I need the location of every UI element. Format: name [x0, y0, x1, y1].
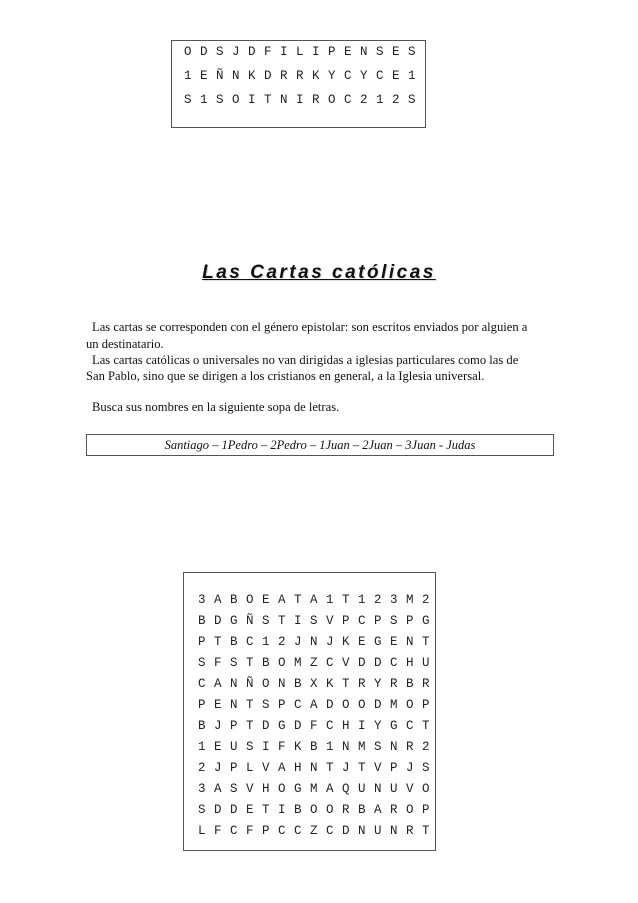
word-search-row: C A N Ñ O N B X K T R Y R B R — [198, 677, 431, 691]
top-puzzle-row: 1 E Ñ N K D R R K Y C Y C E 1 — [184, 69, 417, 83]
top-puzzle-row: S 1 S O I T N I R O C 2 1 2 S — [184, 93, 417, 107]
word-search-row: B D G Ñ S T I S V P C P S P G — [198, 614, 431, 628]
word-search-row: P E N T S P C A D O O D M O P — [198, 698, 431, 712]
page-title: Las Cartas católicas — [202, 262, 436, 283]
intro-line: San Pablo, sino que se dirigen a los cristianos en general, a la Iglesia universal. — [86, 369, 485, 383]
names-list-box — [86, 434, 554, 456]
word-search-row: S D D E T I B O O R B A R O P — [198, 803, 431, 817]
top-letter-puzzle — [171, 40, 426, 128]
names-list: Santiago – 1Pedro – 2Pedro – 1Juan – 2Juan – 3Juan - Judas — [164, 438, 476, 452]
word-search-grid — [183, 572, 436, 851]
word-search-row: L F C F P C C Z C D N U N R T — [198, 824, 431, 838]
intro-line: un destinatario. — [86, 337, 164, 351]
word-search-row: 1 E U S I F K B 1 N M S N R 2 — [198, 740, 431, 754]
word-search-row: B J P T D G D F C H I Y G C T — [198, 719, 431, 733]
intro-line: Las cartas se corresponden con el género epistolar: son escritos enviados por alguien a — [92, 320, 528, 334]
top-puzzle-row: O D S J D F I L I P E N S E S — [184, 45, 417, 59]
intro-line: Las cartas católicas o universales no van dirigidas a iglesias particulares como las de — [92, 353, 519, 367]
word-search-row: S F S T B O M Z C V D D C H U — [198, 656, 431, 670]
word-search-row: P T B C 1 2 J N J K E G E N T — [198, 635, 431, 649]
word-search-row: 3 A B O E A T A 1 T 1 2 3 M 2 — [198, 593, 431, 607]
instruction-text: Busca sus nombres en la siguiente sopa de letras. — [92, 400, 340, 414]
word-search-row: 3 A S V H O G M A Q U N U V O — [198, 782, 431, 796]
word-search-row: 2 J P L V A H N T J T V P J S — [198, 761, 431, 775]
